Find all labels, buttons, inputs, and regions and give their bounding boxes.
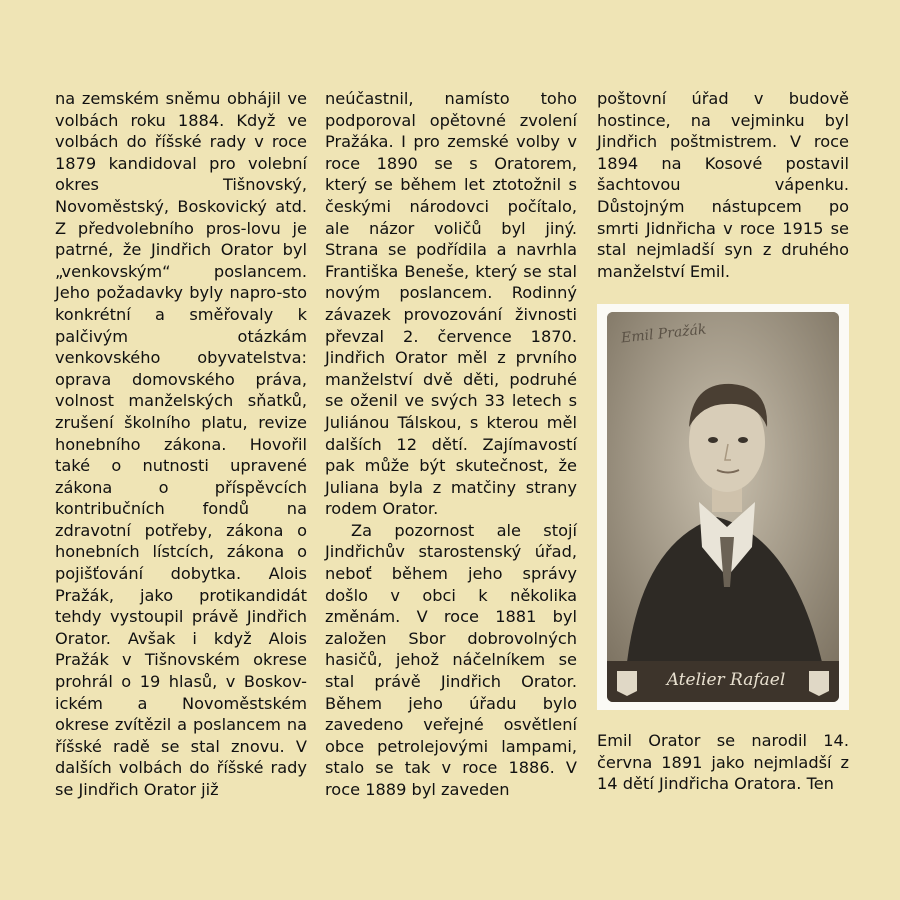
- handwritten-inscription: Emil Pražák: [620, 321, 708, 347]
- paragraph: poštovní úřad v budově hostince, na vejminku byl Jindřich poštmistrem. V roce 1894 na Kosové postavil šachtovou vápenku. Důstojným nástupcem po smrti Jidnřicha v roce 1915 se stal nejmladší syn z druhého manželství Emil.: [597, 89, 849, 281]
- paragraph: neúčastnil, namísto toho podporoval opětovné zvolení Pražáka. I pro zemské volby v roce 1890 se s Oratorem, který se během let ztotožnil s českými národovci počítalo, ale názor voličů byl jiný. Strana se podřídila a navrhla Františka Beneše, který se stal novým poslancem. Rodinný závazek provozování živnosti převzal 2. července 1870. Jindřich Orator měl z prvního manželství dvě děti, podruhé se oženil ve svých 33 letech s Juliánou Tálskou, s kterou měl dalších 12 dětí. Zajímavostí pak může být skutečnost, že Juliana byla z matčiny strany rodem Orator.: [325, 89, 577, 519]
- crest-right-icon: [809, 671, 829, 696]
- portrait-photo: [597, 304, 849, 710]
- text-column-2: [325, 88, 577, 801]
- studio-banner: [607, 661, 839, 702]
- portrait-illustration: [607, 312, 839, 702]
- photo-card: [607, 312, 839, 702]
- caption: [597, 730, 849, 795]
- paragraph: na zemském sněmu obhájil ve volbách roku 1884. Když ve volbách do říšské rady v roce 1879 kandidoval pro volební okres Tišnovský, Novoměstský, Boskovický atd. Z předvolebního pros-lovu je patrné, že Jindřich Orator byl „venkovským“ poslancem. Jeho požadavky byly napro-sto konkrétní a směřovaly k palčivým otázkám venkovského obyvatelstva: oprava domovského práva, volnost manželských sňatků, zrušení školního platu, revize honebního zákona. Hovořil také o nutnosti upravené zákona o příspěvcích kontribučních fondů na zdravotní potřeby, zákona o honebních lístcích, zákona o pojišťování dobytka. Alois Pražák, jako protikandidát tehdy vystoupil právě Jindřich Orator. Avšak i když Alois Pražák v Tišnovském okrese prohrál o 19 hlasů, v Boskov-ickém a Novoměstském okrese zvítězil a poslancem na říšské radě se stal znovu. V dalších volbách do říšské rady se Jindřich Orator již: [55, 89, 307, 799]
- text-column-1: [55, 88, 307, 801]
- studio-name: Atelier Rafael: [666, 670, 786, 690]
- crest-left-icon: [617, 671, 637, 696]
- caption-text: Emil Orator se narodil 14. června 1891 jako nejmladší z 14 dětí Jindřicha Oratora. Ten: [597, 731, 849, 794]
- paragraph: Za pozornost ale stojí Jindřichův starostenský úřad, neboť během jeho správy došlo v obci k několika změnám. V roce 1881 byl založen Sbor dobrovolných hasičů, jehož náčelníkem se stal právě Jindřich Orator. Během jeho úřadu bylo zavedeno veřejné osvětlení obce petrolejovými lampami, stalo se tak v roce 1886. V roce 1889 byl zaveden: [325, 520, 577, 799]
- text-column-3: [597, 88, 849, 282]
